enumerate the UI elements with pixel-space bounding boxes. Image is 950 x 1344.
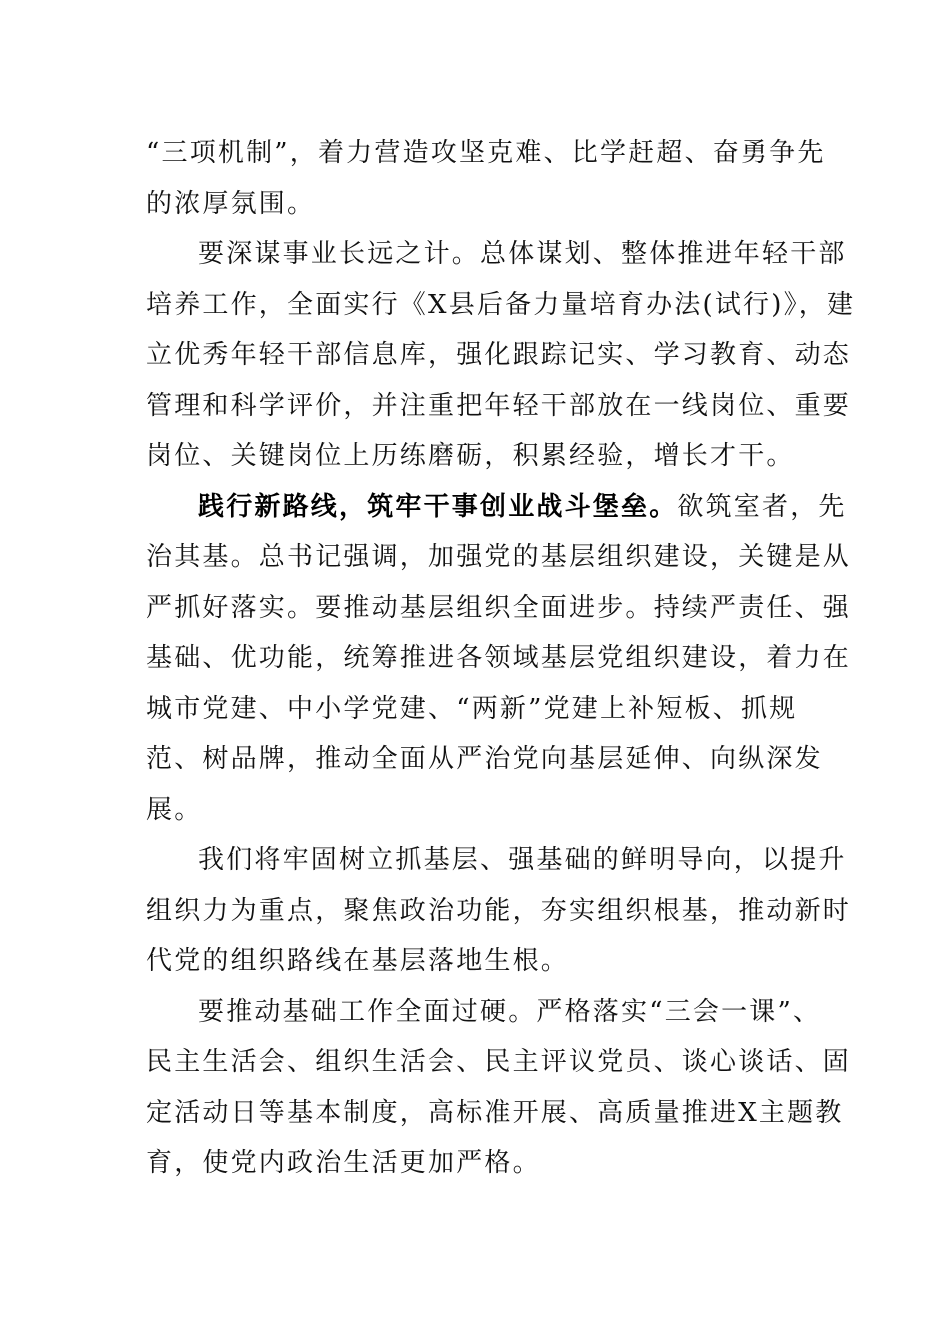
text-line: 的浓厚氛围。 [146,188,316,219]
document-body [146,128,856,1189]
text-line: 立优秀年轻干部信息库，强化跟踪记实、学习教育、动态 [146,340,852,370]
bold-lead-heading: 践行新路线，筑牢干事创业战斗堡垒。 [198,491,678,522]
paragraph-5 [146,987,852,1189]
paragraph-3 [146,482,852,836]
paragraph-4 [146,835,852,987]
text-line: 城市党建、中小学党建、“两新”党建上补短板、抓规 [146,693,798,724]
text-line: 代党的组织路线在基层落地生根。 [146,946,570,976]
text-line: 我们将牢固树立抓基层、强基础的鲜明导向，以提升 [198,845,847,875]
text-line: 管理和科学评价，并注重把年轻干部放在一线岗位、重要 [146,390,852,421]
text-line-with-heading [146,482,847,533]
paragraph-2 [146,229,856,482]
text-line: 要推动基础工作全面过硬。严格落实“三会一课”、 [198,996,822,1027]
text-line: 民主生活会、组织生活会、民主评议党员、谈心谈话、固 [146,1047,852,1077]
text-line: 定活动日等基本制度，高标准开展、高质量推进X主题教 [146,1097,844,1128]
text-line: 范、树品牌，推动全面从严治党向基层延伸、向纵深发 [146,744,823,774]
text-line: 基础、优功能，统筹推进各领域基层党组织建设，着力在 [146,643,852,673]
paragraph-1 [146,128,826,229]
text-line: 组织力为重点，聚焦政治功能，夯实组织根基，推动新时 [146,895,852,926]
text-line: 展。 [146,794,203,825]
text-line: 要深谋事业长远之计。总体谋划、整体推进年轻干部 [198,239,847,269]
text-span: 欲筑室者，先 [677,491,847,522]
text-line: 育，使党内政治生活更加严格。 [146,1148,541,1178]
text-line: 岗位、关键岗位上历练磨砺，积累经验，增长才干。 [146,441,795,471]
text-line: 严抓好落实。要推动基层组织全面进步。持续严责任、强 [146,592,852,623]
text-line: 治其基。总书记强调，加强党的基层组织建设，关键是从 [146,542,852,572]
text-line: 培养工作，全面实行《X县后备力量培育办法(试行)》，建 [146,289,856,320]
text-line: “三项机制”，着力营造攻坚克难、比学赶超、奋勇争先 [146,138,826,168]
